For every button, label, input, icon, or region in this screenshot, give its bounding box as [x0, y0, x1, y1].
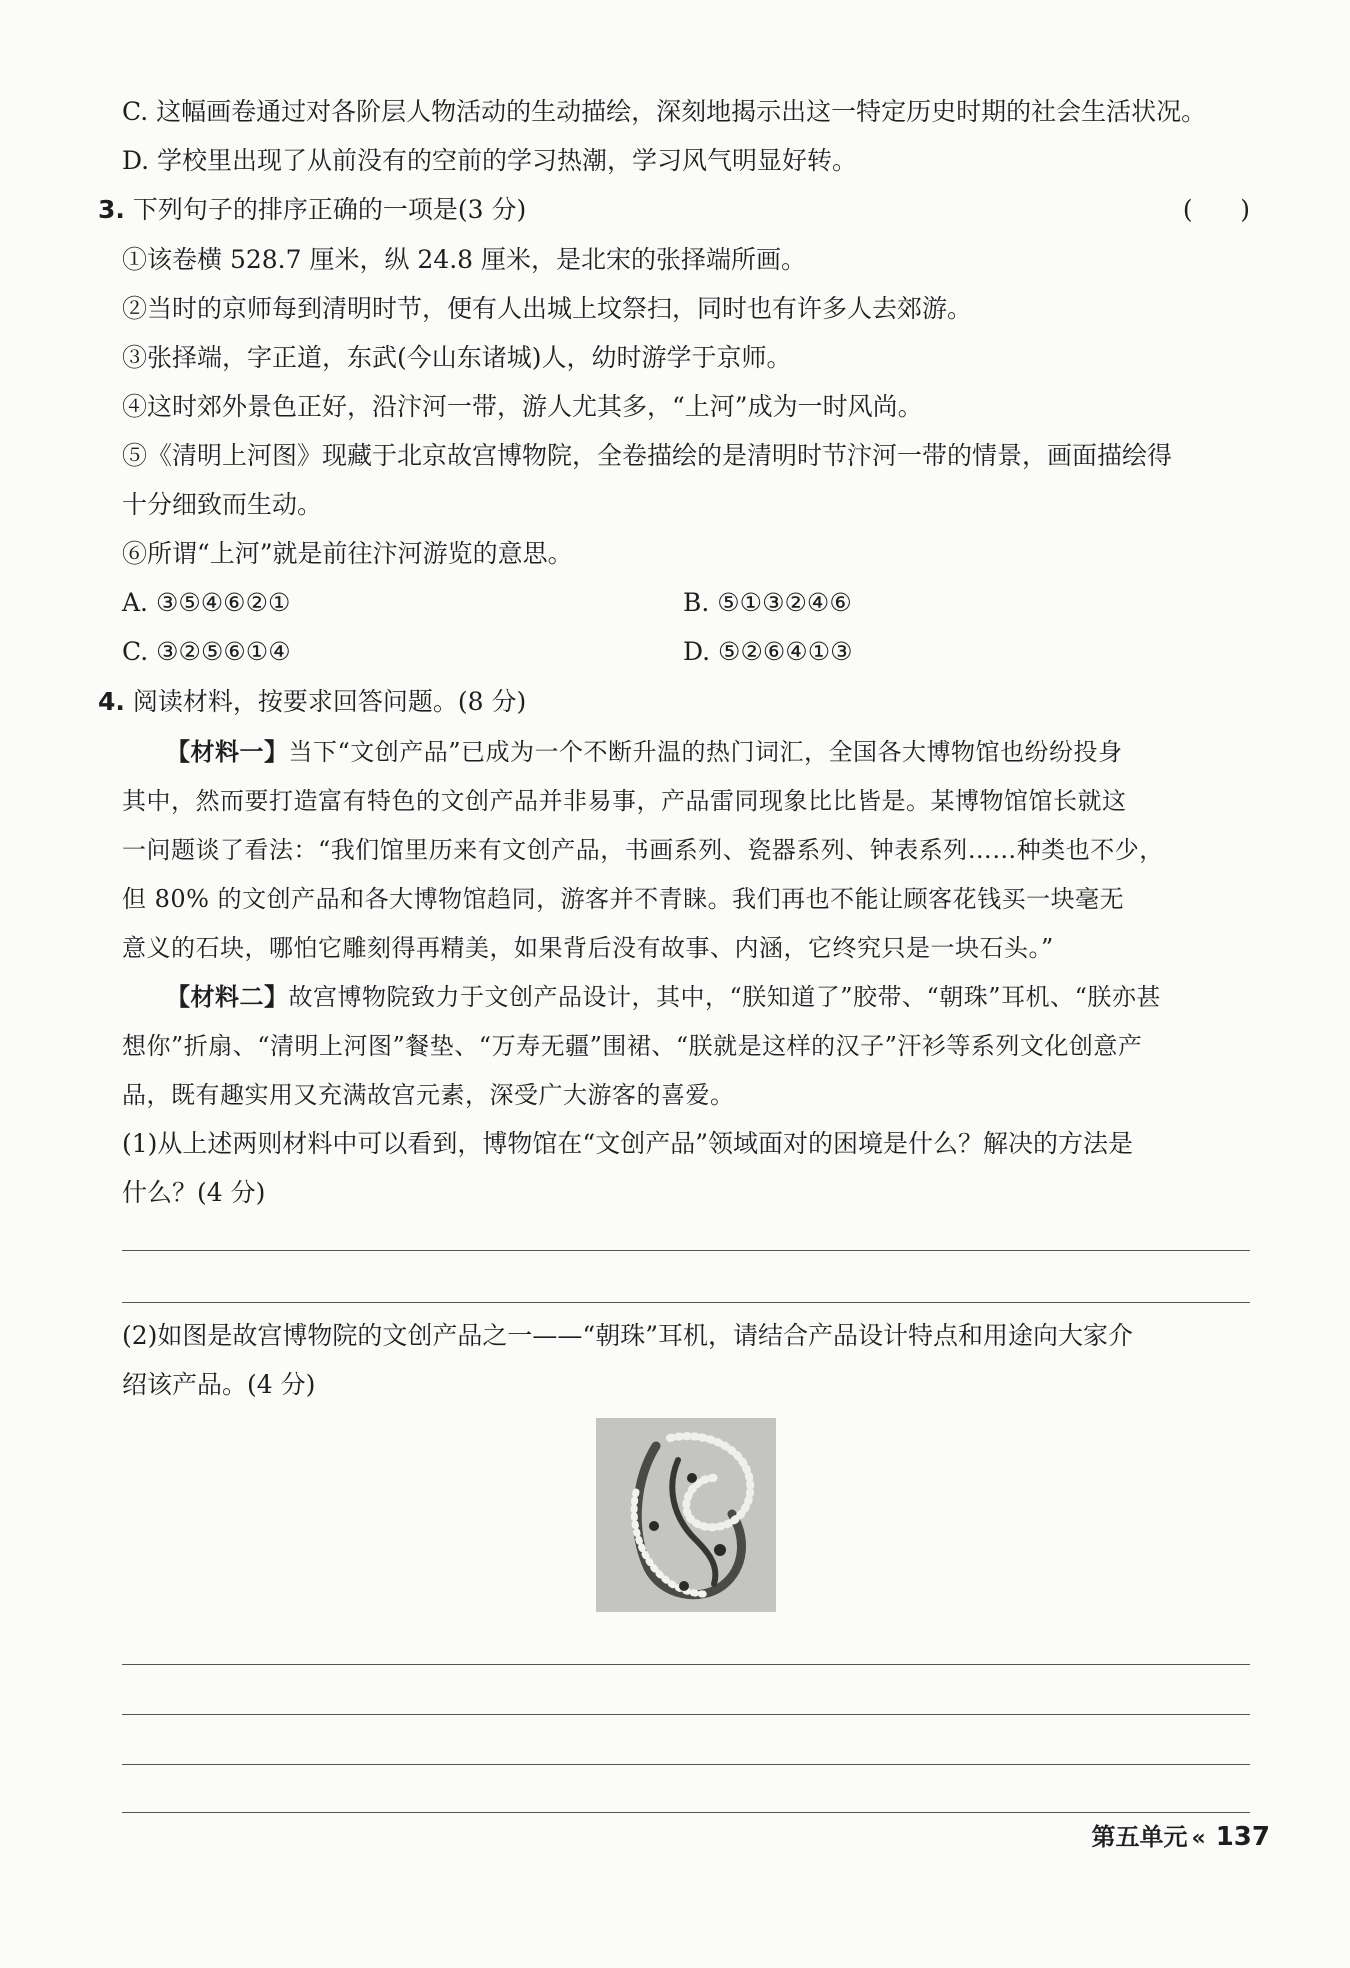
- material-1-line-2: 其中，然而要打造富有特色的文创产品并非易事，产品雷同现象比比皆是。某博物馆馆长就这: [122, 787, 1127, 815]
- q4-sub1-line-1: (1)从上述两则材料中可以看到，博物馆在“文创产品”领域面对的困境是什么？解决的方法是: [122, 1129, 1133, 1158]
- unit-label: 第五单元: [1091, 1823, 1188, 1851]
- answer-line[interactable]: [122, 1664, 1250, 1665]
- material-1-line-3: 一问题谈了看法：“我们馆里历来有文创产品，书画系列、瓷器系列、钟表系列……种类也不少，: [122, 836, 1164, 864]
- q3-sentence-1: ①该卷横 528.7 厘米，纵 24.8 厘米，是北宋的张择端所画。: [122, 245, 807, 274]
- q4-stem: [98, 684, 526, 720]
- answer-line[interactable]: [122, 1302, 1250, 1303]
- material-1-text-1: 当下“文创产品”已成为一个不断升温的热门词汇，全国各大博物馆也纷纷投身: [288, 738, 1123, 766]
- q3-sentence-2: ②当时的京师每到清明时节，便有人出城上坟祭扫，同时也有许多人去郊游。: [122, 294, 973, 323]
- page-number: 137: [1215, 1822, 1270, 1852]
- material-1-line-4: 但 80% 的文创产品和各大博物馆趋同，游客并不青睐。我们再也不能让顾客花钱买一块毫无: [122, 885, 1125, 913]
- material-2-tag: 【材料二】: [166, 983, 289, 1011]
- q3-number: 3.: [98, 195, 125, 224]
- material-1-line-1: [166, 734, 1123, 770]
- answer-line[interactable]: [122, 1812, 1250, 1813]
- q4-sub2-line-1: (2)如图是故宫博物院的文创产品之一——“朝珠”耳机，请结合产品设计特点和用途向大家介: [122, 1321, 1133, 1350]
- answer-line[interactable]: [122, 1714, 1250, 1715]
- q3-sentence-3: ③张择端，字正道，东武(今山东诸城)人，幼时游学于京师。: [122, 343, 792, 372]
- material-1-line-5: 意义的石块，哪怕它雕刻得再精美，如果背后没有故事、内涵，它终究只是一块石头。”: [122, 934, 1054, 962]
- q3-sentence-4: ④这时郊外景色正好，沿汴河一带，游人尤其多，“上河”成为一时风尚。: [122, 392, 923, 421]
- chaozhu-earphone-photo: [596, 1418, 776, 1612]
- q3-stem: [98, 192, 526, 228]
- material-2-line-1: [166, 979, 1161, 1015]
- q3-option-d[interactable]: D. ⑤②⑥④①③: [683, 637, 853, 666]
- material-2-line-3: 品，既有趣实用又充满故宫元素，深受广大游客的喜爱。: [122, 1081, 735, 1109]
- material-1-tag: 【材料一】: [166, 738, 289, 766]
- q3-option-b[interactable]: B. ⑤①③②④⑥: [683, 588, 852, 617]
- q4-number: 4.: [98, 687, 125, 716]
- material-2-text-1: 故宫博物院致力于文创产品设计，其中，“朕知道了”胶带、“朝珠”耳机、“朕亦甚: [288, 983, 1161, 1011]
- bead-necklace-image: [596, 1418, 776, 1612]
- page-footer: [1092, 1820, 1271, 1856]
- q4-sub1-line-2: 什么？(4 分): [122, 1178, 266, 1207]
- q2-option-c: C. 这幅画卷通过对各阶层人物活动的生动描绘，深刻地揭示出这一特定历史时期的社会生活状况。: [122, 97, 1207, 126]
- q2-option-d: D. 学校里出现了从前没有的空前的学习热潮，学习风气明显好转。: [122, 146, 858, 175]
- q3-answer-bracket[interactable]: ( ): [1182, 195, 1250, 224]
- material-2-line-2: 想你”折扇、“清明上河图”餐垫、“万寿无疆”围裙、“朕就是这样的汉子”汗衫等系列文化创意产: [122, 1032, 1143, 1060]
- answer-line[interactable]: [122, 1764, 1250, 1765]
- q3-option-c[interactable]: C. ③②⑤⑥①④: [122, 637, 291, 666]
- q3-sentence-5: ⑤《清明上河图》现藏于北京故宫博物院，全卷描绘的是清明时节汴河一带的情景，画面描绘得: [122, 441, 1173, 470]
- q3-stem-text: 下列句子的排序正确的一项是(3 分): [132, 195, 527, 224]
- q3-option-a[interactable]: A. ③⑤④⑥②①: [122, 588, 291, 617]
- q3-sentence-5-cont: 十分细致而生动。: [122, 490, 323, 519]
- q3-sentence-6: ⑥所谓“上河”就是前往汴河游览的意思。: [122, 539, 573, 568]
- double-chevron-left-icon: «: [1191, 1826, 1206, 1851]
- answer-line[interactable]: [122, 1250, 1250, 1251]
- q4-stem-text: 阅读材料，按要求回答问题。(8 分): [132, 687, 527, 716]
- q4-sub2-line-2: 绍该产品。(4 分): [122, 1370, 316, 1399]
